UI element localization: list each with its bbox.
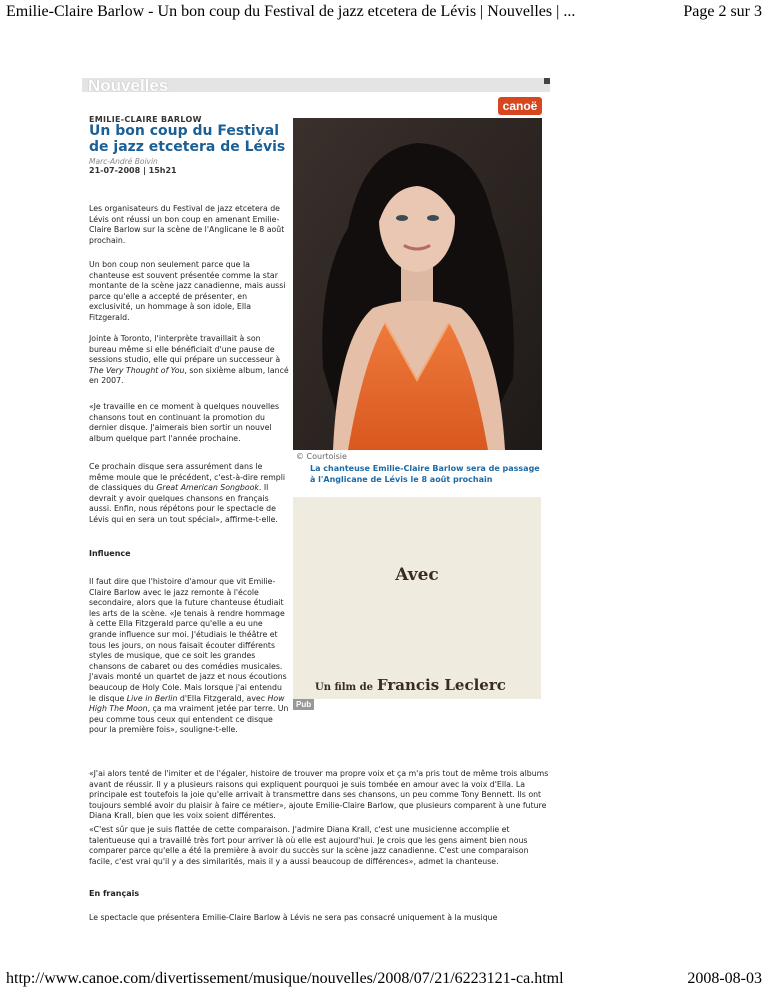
print-page-number: Page 2 sur 3 [683,3,762,20]
canoe-logo[interactable]: canoë [498,97,542,115]
ad-banner[interactable] [293,497,541,699]
article-paragraph-5: Ce prochain disque sera assurément dans le même moule que le précédent, c'est-à-dire rempli de classiques du Great American Songbook. Il devrait y avoir quelques chansons en français aussi. Enfin, nous répétons pour le spectacle de Lévis qui en sera un tout spécial», affirme-t-elle. [89,462,286,524]
print-footer-date: 2008-08-03 [687,970,762,987]
article-dateline: 21-07-2008 | 15h21 [89,166,177,175]
print-footer-url: http://www.canoe.com/divertissement/musique/nouvelles/2008/07/21/6223121-ca.html [6,970,564,987]
subhead-en-francais: En français [89,889,140,898]
article-author[interactable]: Marc-André Boivin [89,157,158,166]
section-title: Nouvelles [88,78,169,92]
pub-label: Pub [293,699,314,710]
article-paragraph-9: Le spectacle que présentera Emilie-Claire Barlow à Lévis ne sera pas consacré uniquement à la musique [89,913,498,922]
ad-credit: Un film de Francis Leclerc [315,676,506,694]
subhead-influence: Influence [89,549,131,558]
article-paragraph-4: «Je travaille en ce moment à quelques nouvelles chansons tout en continuant la promotion du dernier disque. J'aimerais bien sortir un nouvel album quelque part l'année prochaine. [89,402,280,443]
photo-credit: © Courtoisie [296,452,347,461]
article-headline: Un bon coup du Festival de jazz etcetera de Lévis [89,123,286,155]
article-paragraph-7: «J'ai alors tenté de l'imiter et de l'égaler, histoire de trouver ma propre voix et ça m'a pris tout de même trois albums avant de réussir. Il y a plusieurs raisons qui expliquent pourquoi je suis tombée en amour avec la voix d'Ella. La principale est toutefois la joie qu'elle arrivait à transmettre dans ses chansons, un peu comme Tony Bennett. Ils ont toujours semblé avoir du plaisir à faire ce métier», ajoute Emilie-Claire Barlow, que plusieurs comparent à une future Diana Krall, bien que les voix soient différentes. [89,769,549,821]
article-paragraph-6: Il faut dire que l'histoire d'amour que vit Emilie-Claire Barlow avec le jazz remonte à l'école secondaire, alors que la future chanteuse étudiait les arts de la scène. «Je tenais à rendre hommage à cette Ella Fitzgerald parce qu'elle a eu une grande influence sur moi. J'étudiais le théâtre et tous les jours, on nous faisait écouter différents styles de musique, que ce soit les grandes chansons de cabaret ou des comédies musicales. J'avais monté un quartet de jazz et nous écoutions beaucoup de Holy Cole. Mais lorsque j'ai entendu le disque Live in Berlin d'Ella Fitzgerald, avec How High The Moon, ça ma vraiment jetée par terre. Un peu comme tous ceux qui entendent ce disque pour la première fois», souligne-t-elle. [89,577,289,735]
ad-title: Avec [395,565,439,585]
article-kicker: EMILIE-CLAIRE BARLOW [89,115,202,124]
article-paragraph-2: Un bon coup non seulement parce que la chanteuse est souvent présentée comme la star montante de la scène jazz canadienne, mais aussi parce qu'elle a accepté de présenter, en exclusivité, un hommage à son idole, Ella Fitzgerald. [89,260,286,322]
print-header-title: Emilie-Claire Barlow - Un bon coup du Festival de jazz etcetera de Lévis | Nouvelles | ... [6,3,576,20]
article-paragraph-3: Jointe à Toronto, l'interprète travaillait à son bureau même si elle bénéficiait d'une pause de sessions studio, elle qui prépare un successeur à The Very Thought of You, son sixième album, lancé en 2007. [89,334,289,386]
section-banner [82,78,550,92]
article-paragraph-1: Les organisateurs du Festival de jazz etcetera de Lévis ont réussi un bon coup en amenant Emilie-Claire Barlow sur la scène de l'Anglicane le 8 août prochain. [89,204,285,245]
article-photo[interactable] [293,118,542,450]
singer-portrait [293,118,542,450]
banner-corner [544,78,550,84]
article-paragraph-8: «C'est sûr que je suis flattée de cette comparaison. J'admire Diana Krall, c'est une musicienne accomplie et talentueuse qui a travaillé très fort pour arriver là où elle est aujourd'hui. Je crois que les gens aiment bien nous comparer parce qu'elle a été la première à avoir du succès sur la scène jazz canadienne. C'est une comparaison facile, c'est vrai qu'il y a des similarités, mais il y a aussi beaucoup de différences», admet la chanteuse. [89,825,529,866]
photo-caption: La chanteuse Emilie-Claire Barlow sera de passage à l'Anglicane de Lévis le 8 août prochain [310,464,540,484]
